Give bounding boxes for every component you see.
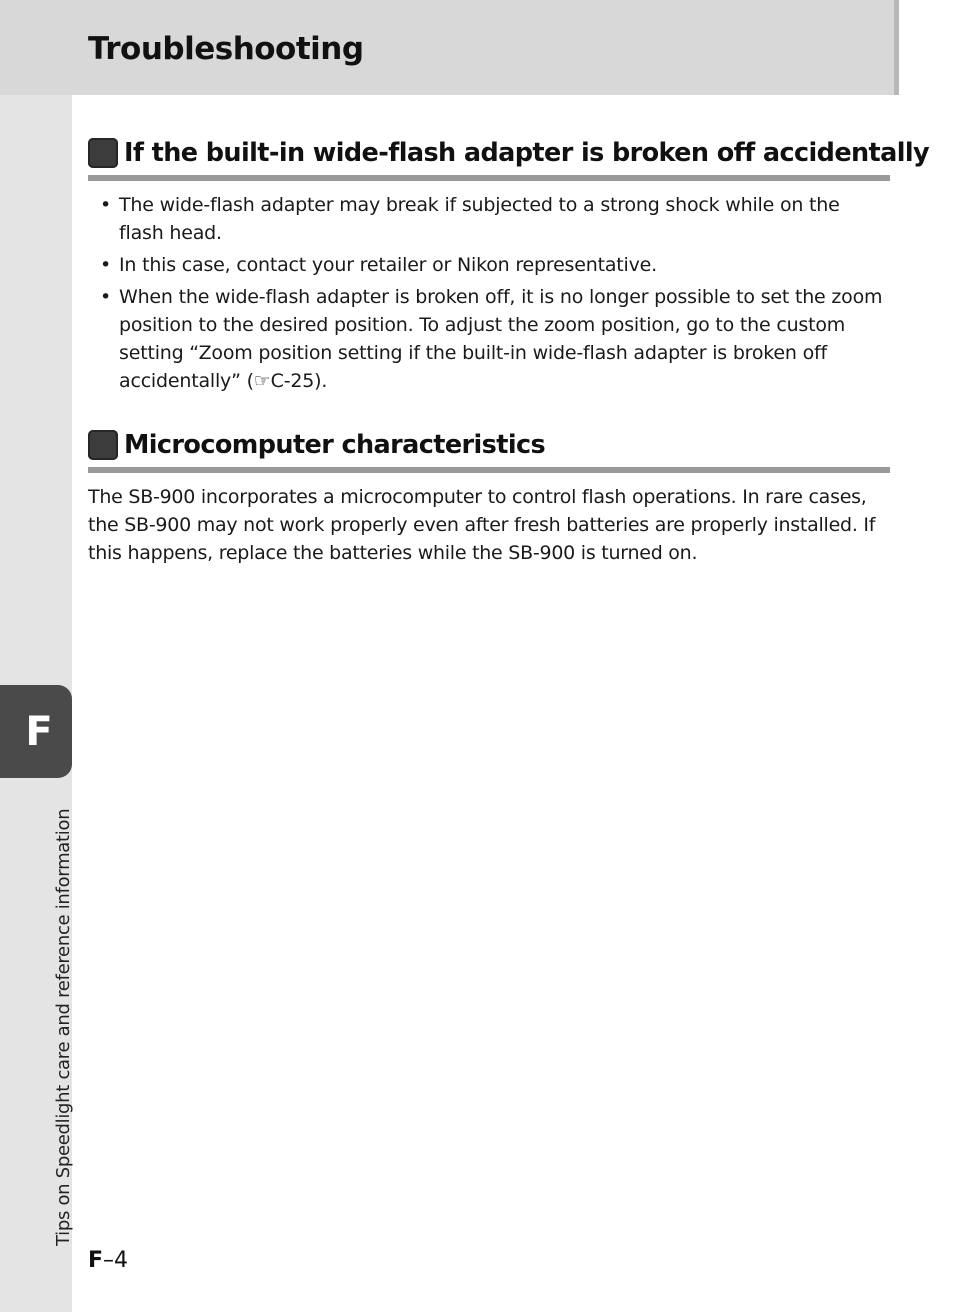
body-paragraph: The SB-900 incorporates a microcomputer to control flash operations. In rare cases, the SB-900 may not work properly even after fresh batteries are properly installed. If this happens, replace the batteries while the SB-900 is turned on. <box>88 486 876 564</box>
page-number-value: 4 <box>114 1248 129 1273</box>
page-number-letter: F <box>88 1248 104 1273</box>
square-bullet-icon <box>88 138 118 168</box>
page-title: Troubleshooting <box>88 31 364 67</box>
section-title: Microcomputer characteristics <box>124 430 546 460</box>
chapter-label: Tips on Speedlight care and reference information <box>53 808 74 1246</box>
page-number <box>88 1248 128 1273</box>
square-bullet-icon <box>88 430 118 460</box>
bullet-list <box>88 191 890 395</box>
section-title: If the built-in wide-flash adapter is broken off accidentally <box>124 138 930 168</box>
section-wide-flash-adapter <box>88 133 930 399</box>
section-heading <box>88 425 890 473</box>
section-microcomputer <box>88 425 890 567</box>
chapter-tab-letter: F <box>25 708 53 755</box>
header-bar <box>0 0 899 95</box>
chapter-tab <box>0 685 72 778</box>
section-heading <box>88 133 930 181</box>
page-number-separator: – <box>103 1248 115 1273</box>
list-item: • In this case, contact your retailer or Nikon representative. <box>88 251 890 279</box>
list-item: • The wide-flash adapter may break if subjected to a strong shock while on the flash head. <box>88 191 890 247</box>
list-item: • When the wide-flash adapter is broken off, it is no longer possible to set the zoom position to the desired position. To adjust the zoom position, go to the custom setting “Zoom position setting if the built-in wide-flash adapter is broken off accidentally” (☞C-25). <box>88 283 890 395</box>
